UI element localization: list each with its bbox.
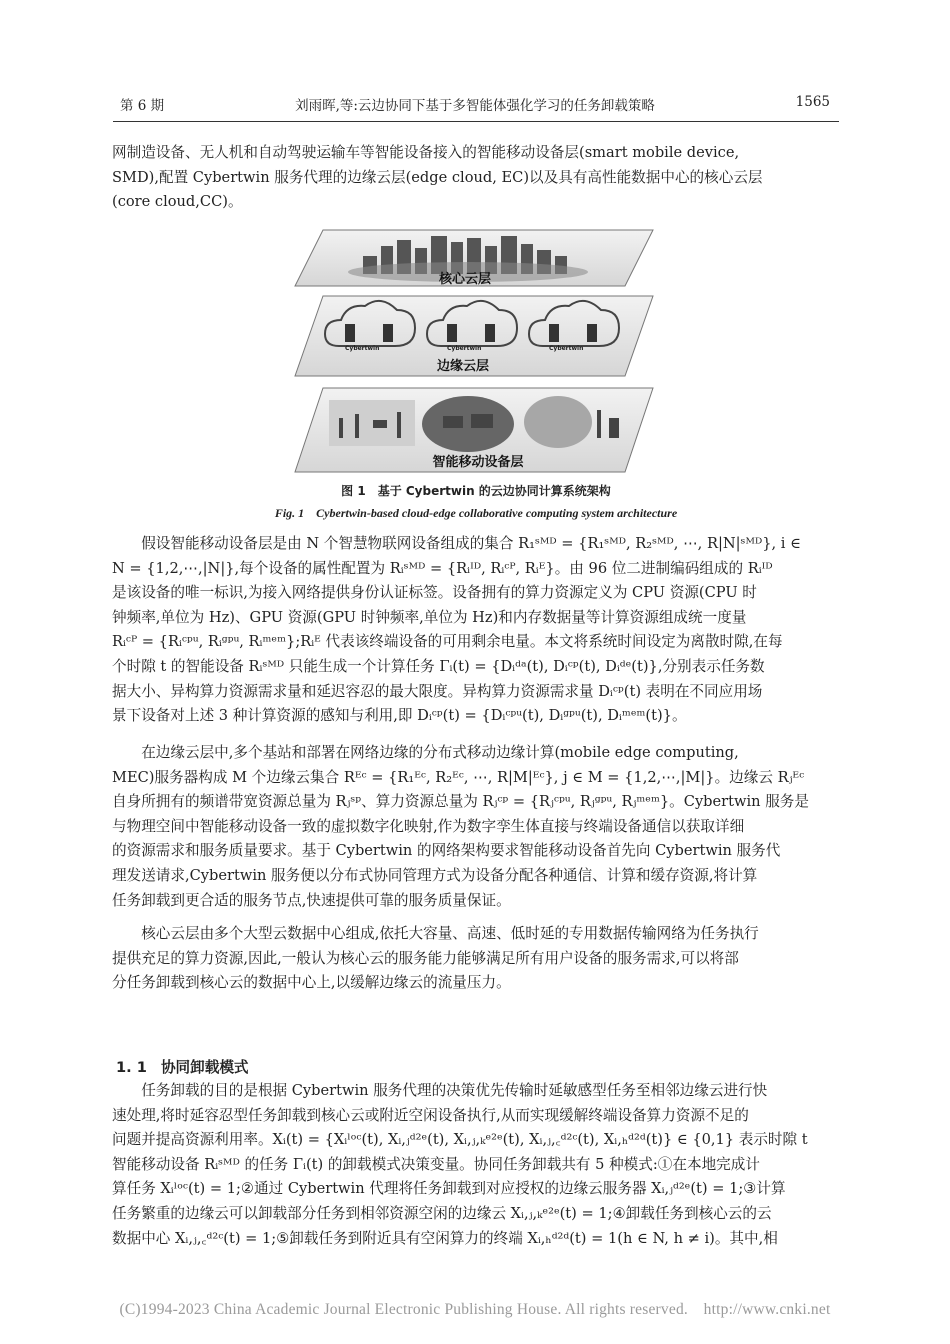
paragraph-offload <box>112 1079 840 1251</box>
running-header <box>120 94 830 116</box>
text-line: 据大小、异构算力资源需求量和延迟容忍的最大限度。异构算力资源需求量 Dᵢᶜᵖ(t) 表明在不同应用场 <box>112 682 763 700</box>
text-line: 假设智能移动设备层是由 N 个智慧物联网设备组成的集合 R₁ˢᴹᴰ = {R₁ˢᴹᴰ, R₂ˢᴹᴰ, ⋯, R|N|ˢᴹᴰ}, i ∈ <box>112 535 801 552</box>
text-line: (core cloud,CC)。 <box>112 193 243 211</box>
text-line: 问题并提高资源利用率。Xᵢ(t) = {Xᵢˡᵒᶜ(t), Xᵢ,ⱼᵈ²ᵉ(t), Xᵢ,ⱼ,ₖᵉ²ᵉ(t), Xᵢ,ⱼ,꜀ᵈ²ᶜ(t), Xᵢ,ₕᵈ²ᵈ(t)} ∈ {0,1} 表示时隙 t <box>112 1131 808 1149</box>
paragraph-cc <box>112 922 840 996</box>
figure-caption-cn: 图 1 基于 Cybertwin 的云边协同计算系统架构 <box>341 484 611 498</box>
issue-label: 第 6 期 <box>120 98 165 114</box>
text-line: 任务卸载的目的是根据 Cybertwin 服务代理的决策优先传输时延敏感型任务至相邻边缘云进行快 <box>112 1082 768 1099</box>
smd-layer-label: 智能移动设备层 <box>432 455 524 470</box>
cybertwin-label: Cybertwin <box>447 345 482 352</box>
text-line: 任务繁重的边缘云可以卸载部分任务到相邻资源空闲的边缘云 Xᵢ,ⱼ,ₖᵉ²ᵉ(t) = 1;④卸载任务到核心云的云 <box>112 1204 772 1222</box>
cybertwin-label: Cybertwin <box>345 345 380 352</box>
core-cloud-layer <box>295 230 653 287</box>
text-line: 数据中心 Xᵢ,ⱼ,꜀ᵈ²ᶜ(t) = 1;⑤卸载任务到附近具有空闲算力的终端 Xᵢ,ₕᵈ²ᵈ(t) = 1(h ∈ N, h ≠ i)。其中,相 <box>112 1229 778 1247</box>
text-line: 的资源需求和服务质量要求。基于 Cybertwin 的网络架构要求智能移动设备首先向 Cybertwin 服务代 <box>112 842 781 860</box>
text-line: 是该设备的唯一标识,为接入网络提供身份认证标签。设备拥有的算力资源定义为 CPU 资源(CPU 时 <box>112 584 757 602</box>
running-title: 刘雨晖,等:云边协同下基于多智能体强化学习的任务卸载策略 <box>295 98 655 114</box>
text-line: 分任务卸载到核心云的数据中心上,以缓解边缘云的流量压力。 <box>112 974 511 992</box>
text-line: 网制造设备、无人机和自动驾驶运输车等智能设备接入的智能移动设备层(smart mobile device, <box>112 144 740 161</box>
text-line: Rᵢᶜᴾ = {Rᵢᶜᵖᵘ, Rᵢᵍᵖᵘ, Rᵢᵐᵉᵐ};Rᵢᴱ 代表该终端设备的可用剩余电量。本文将系统时间设定为离散时隙,在每 <box>112 633 783 651</box>
drone-scene <box>524 396 592 448</box>
cybertwin-label: Cybertwin <box>549 345 584 352</box>
vehicle-scene <box>422 396 514 452</box>
page-number: 1565 <box>795 94 830 110</box>
smd-layer <box>295 388 653 472</box>
text-line: 智能移动设备 Rᵢˢᴹᴰ 的任务 Γᵢ(t) 的卸载模式决策变量。协同任务卸载共有 5 种模式:①在本地完成计 <box>112 1155 760 1173</box>
paragraph-ec <box>112 741 840 913</box>
text-line: 景下设备对上述 3 种计算资源的感知与利用,即 Dᵢᶜᵖ(t) = {Dᵢᶜᵖᵘ(t), Dᵢᵍᵖᵘ(t), Dᵢᵐᵉᵐ(t)}。 <box>112 707 687 725</box>
figure-caption-en: Fig. 1 Cybertwin-based cloud-edge collaborative computing system architecture <box>274 506 678 520</box>
text-line: 与物理空间中智能移动设备一致的虚拟数字化映射,作为数字孪生体直接与终端设备通信以获取详细 <box>112 817 745 835</box>
text-line: 速处理,将时延容忍型任务卸载到核心云或附近空闲设备执行,从而实现缓解终端设备算力资源不足的 <box>112 1106 749 1124</box>
text-line: 任务卸载到更合适的服务节点,快速提供可靠的服务质量保证。 <box>112 891 511 909</box>
paragraph-smd <box>112 532 840 729</box>
text-line: 理发送请求,Cybertwin 服务便以分布式协同管理方式为设备分配各种通信、计算和缓存资源,将计算 <box>112 866 758 884</box>
text-line: 钟频率,单位为 Hz)、GPU 资源(GPU 时钟频率,单位为 Hz)和内存数据量等计算资源组成统一度量 <box>112 608 747 626</box>
intro-paragraph <box>112 141 840 215</box>
edge-layer-label: 边缘云层 <box>436 359 490 374</box>
section-title: 协同卸载模式 <box>160 1059 249 1076</box>
text-line: 自身所拥有的频谱带宽资源总量为 Rⱼˢᵖ、算力资源总量为 Rⱼᶜᵖ = {Rⱼᶜᵖᵘ, Rⱼᵍᵖᵘ, Rⱼᵐᵉᵐ}。Cybertwin 服务是 <box>112 793 809 811</box>
text-line: 算任务 Xᵢˡᵒᶜ(t) = 1;②通过 Cybertwin 代理将任务卸载到对应授权的边缘云服务器 Xᵢ,ⱼᵈ²ᵉ(t) = 1;③计算 <box>112 1180 786 1198</box>
text-line: 核心云层由多个大型云数据中心组成,依托大容量、高速、低时延的专用数据传输网络为任务执行 <box>112 925 759 942</box>
architecture-figure <box>293 228 655 474</box>
text-line: 在边缘云层中,多个基站和部署在网络边缘的分布式移动边缘计算(mobile edge computing, <box>112 744 739 761</box>
copyright-footer: (C)1994-2023 China Academic Journal Electronic Publishing House. All rights reserved. http://www.cnki.net <box>119 1301 831 1318</box>
text-line: SMD),配置 Cybertwin 服务代理的边缘云层(edge cloud, EC)以及具有高性能数据中心的核心云层 <box>112 168 763 186</box>
section-heading <box>116 1056 249 1077</box>
text-line: 提供充足的算力资源,因此,一般认为核心云的服务能力能够满足所有用户设备的服务需求,可以将部 <box>112 949 739 967</box>
edge-cloud-layer <box>295 296 653 376</box>
text-line: 个时隙 t 的智能设备 Rᵢˢᴹᴰ 只能生成一个计算任务 Γᵢ(t) = {Dᵢᵈᵃ(t), Dᵢᶜᵖ(t), Dᵢᵈᵉ(t)},分别表示任务数 <box>112 657 765 675</box>
section-number: 1. 1 <box>116 1059 147 1076</box>
text-line: MEC)服务器构成 M 个边缘云集合 Rᴱᶜ = {R₁ᴱᶜ, R₂ᴱᶜ, ⋯, R|M|ᴱᶜ}, j ∈ M = {1,2,⋯,|M|}。边缘云 Rⱼᴱᶜ <box>112 768 805 786</box>
header-rule <box>113 121 839 122</box>
text-line: N = {1,2,⋯,|N|},每个设备的属性配置为 Rᵢˢᴹᴰ = {Rᵢᴵᴰ, Rᵢᶜᴾ, Rᵢᴱ}。由 96 位二进制编码组成的 Rᵢᴵᴰ <box>112 559 773 577</box>
core-layer-label: 核心云层 <box>438 272 492 287</box>
